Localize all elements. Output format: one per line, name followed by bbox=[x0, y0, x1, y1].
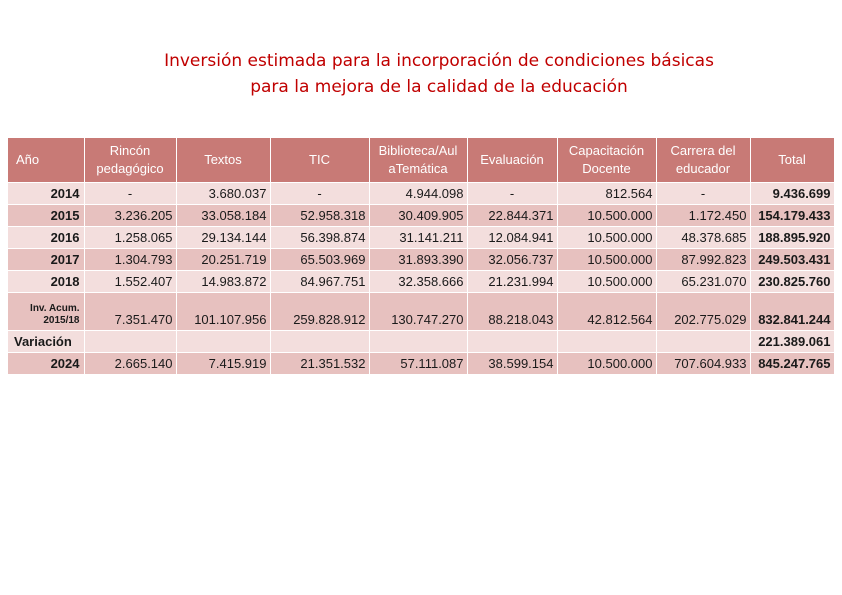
cell-carrera: 202.775.029 bbox=[656, 293, 750, 331]
cell-year: 2018 bbox=[8, 271, 84, 293]
cell-empty bbox=[84, 331, 176, 353]
cell-biblioteca: 130.747.270 bbox=[369, 293, 467, 331]
header-carrera: Carrera del educador bbox=[656, 138, 750, 183]
cell-textos: 33.058.184 bbox=[176, 205, 270, 227]
header-tic: TIC bbox=[270, 138, 369, 183]
cell-carrera: 707.604.933 bbox=[656, 353, 750, 375]
table-row bbox=[8, 205, 834, 227]
cell-rincon: 2.665.140 bbox=[84, 353, 176, 375]
table-row bbox=[8, 183, 834, 205]
cell-tic: 65.503.969 bbox=[270, 249, 369, 271]
cell-year: 2014 bbox=[8, 183, 84, 205]
header-rincon: Rincón pedagógico bbox=[84, 138, 176, 183]
cell-variacion-label: Variación bbox=[8, 331, 84, 353]
header-evaluacion: Evaluación bbox=[467, 138, 557, 183]
cell-rincon: 7.351.470 bbox=[84, 293, 176, 331]
cell-year: 2015 bbox=[8, 205, 84, 227]
table-row-acumulado bbox=[8, 293, 834, 331]
header-total: Total bbox=[750, 138, 834, 183]
cell-total: 845.247.765 bbox=[750, 353, 834, 375]
cell-empty bbox=[369, 331, 467, 353]
cell-evaluacion: - bbox=[467, 183, 557, 205]
cell-tic: 56.398.874 bbox=[270, 227, 369, 249]
cell-tic: 21.351.532 bbox=[270, 353, 369, 375]
cell-year: 2017 bbox=[8, 249, 84, 271]
cell-biblioteca: 30.409.905 bbox=[369, 205, 467, 227]
cell-empty bbox=[656, 331, 750, 353]
cell-tic: - bbox=[270, 183, 369, 205]
cell-capacitacion: 10.500.000 bbox=[557, 227, 656, 249]
cell-empty bbox=[467, 331, 557, 353]
cell-biblioteca: 32.358.666 bbox=[369, 271, 467, 293]
cell-textos: 7.415.919 bbox=[176, 353, 270, 375]
acum-label-line-2: 2015/18 bbox=[43, 315, 80, 326]
header-row bbox=[8, 138, 834, 183]
cell-capacitacion: 10.500.000 bbox=[557, 249, 656, 271]
cell-acum-label bbox=[8, 293, 84, 331]
cell-textos: 20.251.719 bbox=[176, 249, 270, 271]
header-year: Año bbox=[8, 138, 84, 183]
cell-total: 832.841.244 bbox=[750, 293, 834, 331]
table-row bbox=[8, 249, 834, 271]
table-row bbox=[8, 353, 834, 375]
cell-carrera: 87.992.823 bbox=[656, 249, 750, 271]
cell-textos: 101.107.956 bbox=[176, 293, 270, 331]
cell-tic: 52.958.318 bbox=[270, 205, 369, 227]
cell-carrera: 1.172.450 bbox=[656, 205, 750, 227]
cell-evaluacion: 21.231.994 bbox=[467, 271, 557, 293]
cell-capacitacion: 10.500.000 bbox=[557, 271, 656, 293]
cell-evaluacion: 22.844.371 bbox=[467, 205, 557, 227]
cell-textos: 14.983.872 bbox=[176, 271, 270, 293]
cell-carrera: 48.378.685 bbox=[656, 227, 750, 249]
header-capacitacion: Capacitación Docente bbox=[557, 138, 656, 183]
cell-biblioteca: 4.944.098 bbox=[369, 183, 467, 205]
cell-year: 2024 bbox=[8, 353, 84, 375]
acum-label-line-1: Inv. Acum. bbox=[30, 303, 80, 314]
cell-biblioteca: 31.141.211 bbox=[369, 227, 467, 249]
cell-evaluacion: 38.599.154 bbox=[467, 353, 557, 375]
cell-total: 188.895.920 bbox=[750, 227, 834, 249]
cell-evaluacion: 12.084.941 bbox=[467, 227, 557, 249]
cell-total: 221.389.061 bbox=[750, 331, 834, 353]
cell-empty bbox=[557, 331, 656, 353]
cell-rincon: 1.304.793 bbox=[84, 249, 176, 271]
cell-rincon: 3.236.205 bbox=[84, 205, 176, 227]
cell-capacitacion: 42.812.564 bbox=[557, 293, 656, 331]
table-row-variacion bbox=[8, 331, 834, 353]
cell-total: 249.503.431 bbox=[750, 249, 834, 271]
header-textos: Textos bbox=[176, 138, 270, 183]
cell-textos: 3.680.037 bbox=[176, 183, 270, 205]
cell-total: 230.825.760 bbox=[750, 271, 834, 293]
investment-table bbox=[8, 138, 835, 374]
cell-carrera: 65.231.070 bbox=[656, 271, 750, 293]
cell-empty bbox=[176, 331, 270, 353]
cell-total: 154.179.433 bbox=[750, 205, 834, 227]
cell-capacitacion: 10.500.000 bbox=[557, 353, 656, 375]
cell-tic: 259.828.912 bbox=[270, 293, 369, 331]
cell-textos: 29.134.144 bbox=[176, 227, 270, 249]
cell-tic: 84.967.751 bbox=[270, 271, 369, 293]
table-row bbox=[8, 227, 834, 249]
cell-biblioteca: 57.111.087 bbox=[369, 353, 467, 375]
cell-rincon: - bbox=[84, 183, 176, 205]
cell-year: 2016 bbox=[8, 227, 84, 249]
cell-total: 9.436.699 bbox=[750, 183, 834, 205]
title-line-2: para la mejora de la calidad de la educación bbox=[250, 77, 628, 97]
cell-carrera: - bbox=[656, 183, 750, 205]
cell-biblioteca: 31.893.390 bbox=[369, 249, 467, 271]
cell-rincon: 1.258.065 bbox=[84, 227, 176, 249]
cell-evaluacion: 88.218.043 bbox=[467, 293, 557, 331]
title-line-1: Inversión estimada para la incorporación de condiciones básicas bbox=[164, 51, 714, 71]
cell-capacitacion: 10.500.000 bbox=[557, 205, 656, 227]
header-biblioteca: Biblioteca/Aul aTemática bbox=[369, 138, 467, 183]
table-row bbox=[8, 271, 834, 293]
cell-evaluacion: 32.056.737 bbox=[467, 249, 557, 271]
cell-capacitacion: 812.564 bbox=[557, 183, 656, 205]
document-title bbox=[0, 48, 842, 100]
cell-empty bbox=[270, 331, 369, 353]
cell-rincon: 1.552.407 bbox=[84, 271, 176, 293]
